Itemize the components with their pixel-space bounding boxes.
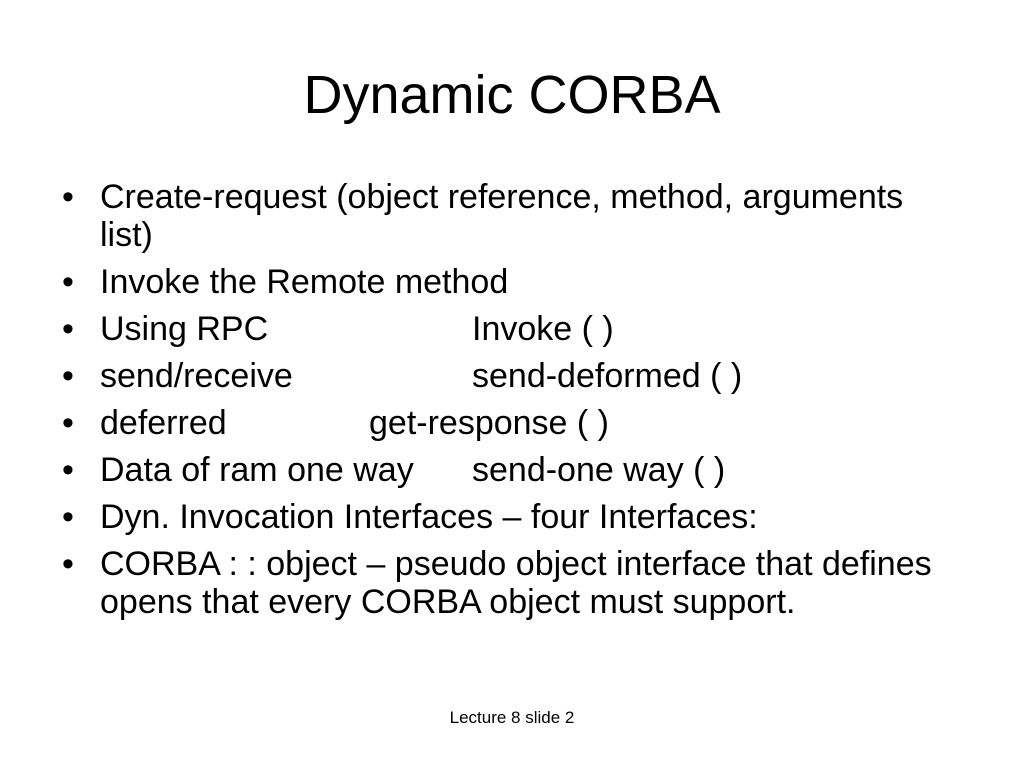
bullet-item-invoke-remote — [58, 263, 958, 301]
bullet-text: Invoke the Remote method — [100, 263, 509, 301]
bullet-left-text: Data of ram one way — [100, 451, 414, 489]
bullet-list — [58, 178, 958, 630]
bullet-item-corba-object — [58, 545, 958, 621]
bullet-left-text: Using RPC — [100, 310, 269, 348]
bullet-icon: • — [62, 310, 74, 348]
bullet-row — [100, 357, 958, 395]
bullet-right-text: get-response ( ) — [369, 404, 609, 442]
bullet-icon: • — [62, 263, 74, 301]
bullet-row — [100, 404, 958, 442]
bullet-item-deferred — [58, 404, 958, 442]
bullet-right-text: send-deformed ( ) — [472, 357, 743, 395]
bullet-text: CORBA : : object – pseudo object interface that defines opens that every CORBA object must support. — [100, 545, 932, 621]
bullet-icon: • — [62, 545, 74, 583]
bullet-item-create-request — [58, 178, 958, 254]
bullet-left-text: deferred — [100, 404, 227, 442]
bullet-text: Dyn. Invocation Interfaces – four Interfaces: — [100, 498, 758, 536]
bullet-right-text: send-one way ( ) — [472, 451, 726, 489]
bullet-icon: • — [62, 404, 74, 442]
bullet-text: Create-request (object reference, method, arguments list) — [100, 178, 904, 254]
bullet-icon: • — [62, 357, 74, 395]
bullet-icon: • — [62, 451, 74, 489]
slide-footer: Lecture 8 slide 2 — [449, 708, 575, 727]
bullet-item-one-way — [58, 451, 958, 489]
bullet-item-dyn-invocation — [58, 498, 958, 536]
bullet-row — [100, 310, 958, 348]
slide-title: Dynamic CORBA — [303, 65, 721, 125]
bullet-item-send-receive — [58, 357, 958, 395]
bullet-right-text: Invoke ( ) — [472, 310, 614, 348]
bullet-icon: • — [62, 498, 74, 536]
bullet-item-using-rpc — [58, 310, 958, 348]
bullet-left-text: send/receive — [100, 357, 293, 395]
bullet-icon: • — [62, 178, 74, 216]
bullet-row — [100, 451, 958, 489]
